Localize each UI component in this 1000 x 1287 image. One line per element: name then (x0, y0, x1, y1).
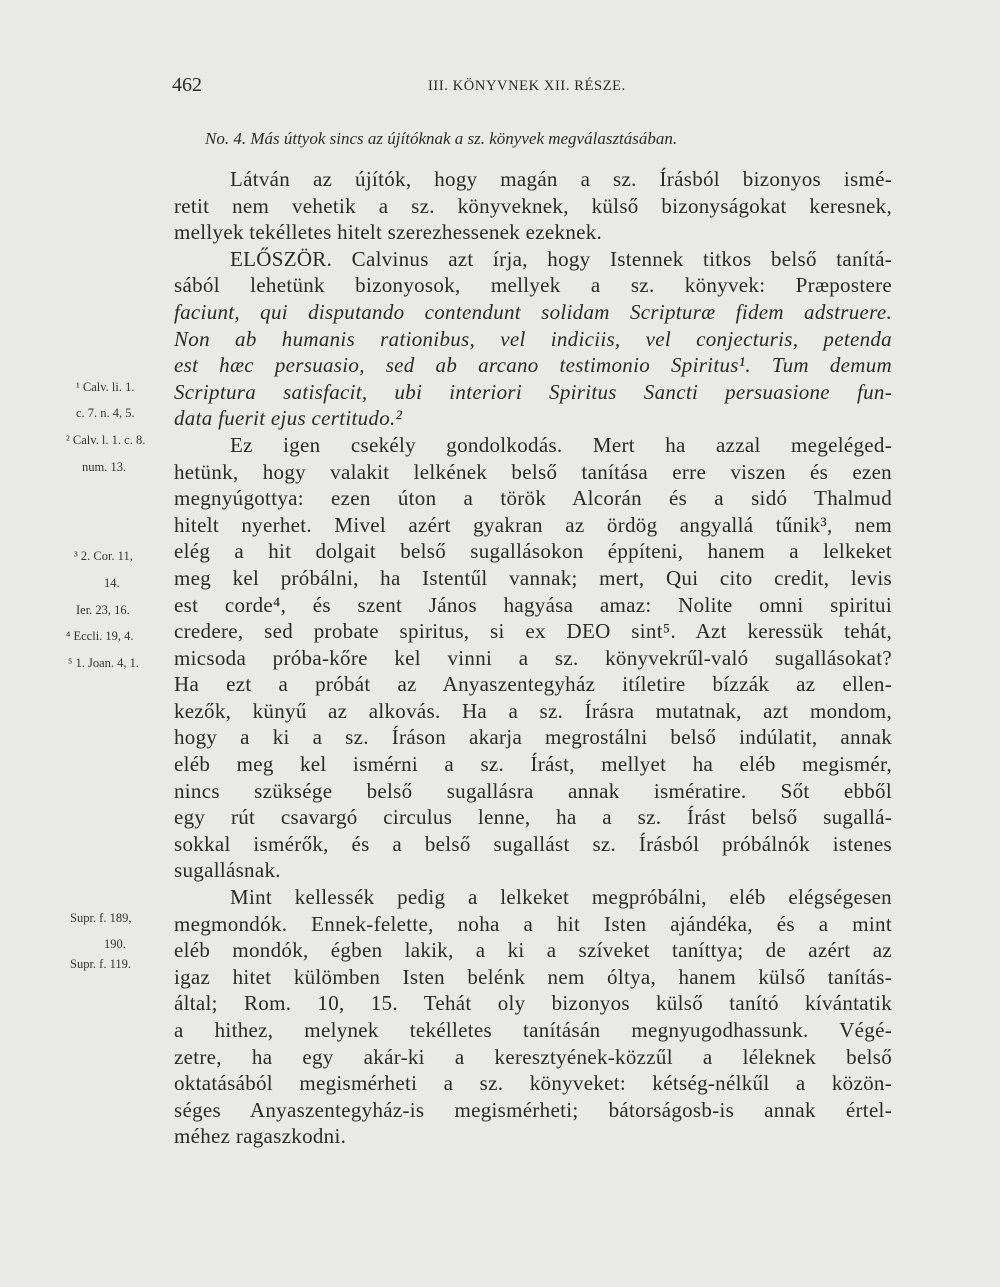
text-line: kezők, künyű az alkovás. Ha a sz. Írásra mutatnak, azt mondom, (174, 698, 892, 723)
text-line: egy rút csavargó circulus lenne, ha a sz. Írást belső sugallá- (174, 805, 892, 830)
text-line: megmondók. Ennek-felette, noha a hit Isten ajándéka, és a mint (174, 911, 892, 936)
text-line: mellyek tekélletes hitelt szerezhessenek ezeknek. (174, 220, 603, 245)
text-line: eléb meg kel ismérni a sz. Írást, mellyet ha eléb megismér, (174, 752, 892, 777)
text-line: sából lehetünk bizonyosok, mellyek a sz. könyvek: Præpostere (174, 273, 892, 298)
text-line: sokkal ismérők, és a belső sugallást sz. Írásból próbálnók istenes (174, 831, 892, 856)
text-line: sugallásnak. (174, 858, 281, 883)
margin-note: c. 7. n. 4, 5. (76, 406, 135, 420)
text-line: a hithez, melynek tekélletes tanításán megnyugodhassunk. Végé- (174, 1018, 892, 1042)
text-line: est hæc persuasio, sed ab arcano testimonio Spiritus¹. Tum demum (174, 353, 892, 378)
text-line: faciunt, qui disputando contendunt solidam Scripturæ fidem adstruere. (174, 299, 892, 324)
text-line: megnyúgottya: ezen úton a török Alcorán és a sidó Thalmud (174, 486, 892, 511)
margin-note: ⁴ Eccli. 19, 4. (66, 629, 134, 643)
text-line: Ez igen csekély gondolkodás. Mert ha azzal megeléged- (230, 432, 892, 457)
margin-note: ³ 2. Cor. 11, (74, 549, 133, 563)
text-line: hogy a ki a sz. Íráson akarja megrostálni belső indúlatit, annak (174, 725, 892, 750)
margin-note: Ier. 23, 16. (76, 603, 130, 617)
text-line: által; Rom. 10, 15. Tehát oly bizonyos külső tanító kívántatik (174, 991, 892, 1016)
text-line: ELŐSZÖR. Calvinus azt írja, hogy Istennek titkos belső tanítá- (230, 246, 892, 271)
text-line: hitelt nyerhet. Mivel azért gyakran az ördög angyallá tűnik³, nem (174, 512, 892, 537)
text-line: Non ab humanis rationibus, vel indiciis, vel conjecturis, petenda (174, 326, 892, 351)
text-line: Scriptura satisfacit, ubi interiori Spiritus Sancti persuasione fun- (174, 379, 892, 404)
margin-note: 190. (104, 937, 126, 951)
text-line: micsoda próba-kőre kel vinni a sz. könyvekrűl-való sugallásokat? (174, 645, 892, 670)
page-header (0, 74, 1000, 104)
text-line: credere, sed probate spiritus, si ex DEO sint⁵. Azt keressük tehát, (174, 619, 892, 644)
text-line: elég a hit dolgait belső sugallásokon éppíteni, hanem a lelkeket (174, 539, 892, 564)
text-line: retit nem vehetik a sz. könyveknek, külső bizonyságokat keresnek, (174, 193, 892, 218)
section-heading: No. 4. Más úttyok sincs az újítóknak a sz. könyvek megválasztásában. (205, 129, 678, 148)
text-line: Látván az újítók, hogy magán a sz. Írásból bizonyos ismé- (230, 167, 892, 191)
text-line: zetre, ha egy akár-ki a keresztyének-közzűl a léleknek belső (174, 1044, 892, 1069)
margin-note: Supr. f. 119. (70, 957, 131, 971)
margin-note: num. 13. (82, 460, 127, 474)
margin-note: ⁵ 1. Joan. 4, 1. (68, 656, 140, 670)
page-number: 462 (172, 74, 202, 96)
margin-note: ² Calv. l. 1. c. 8. (66, 433, 146, 447)
text-line: séges Anyaszentegyház-is megismérheti; bátorságosb-is annak értel- (174, 1097, 892, 1122)
text-line: Mint kellessék pedig a lelkeket megpróbálni, eléb elégségesen (230, 885, 892, 910)
text-line: hetünk, hogy valakit lelkének belső tanítása erre viszen és ezen (174, 459, 892, 484)
text-line: méhez ragaszkodni. (174, 1124, 347, 1149)
text-line: nincs szüksége belső sugallásra annak ismératire. Sőt ebből (174, 778, 892, 803)
text-line: meg kel próbálni, ha Istentűl vannak; mert, Qui cito credit, levis (174, 565, 892, 590)
text-line: Ha ezt a próbát az Anyaszentegyház itíletire bízzák az ellen- (174, 672, 892, 697)
text-line: data fuerit ejus certitudo.² (174, 406, 403, 431)
text-line: oktatásából megismérheti a sz. könyveket: kétség-nélkűl a közön- (174, 1071, 892, 1096)
margin-note: 14. (104, 576, 120, 590)
running-head: III. KÖNYVNEK XII. RÉSZE. (428, 78, 626, 94)
text-line: igaz hitet külömben Isten belénk nem óltya, hanem külső tanítás- (174, 964, 892, 989)
text-line: eléb mondók, égben lakik, a ki a szíveket taníttya; de azért az (174, 938, 892, 963)
body-text (174, 166, 892, 1150)
text-line: est corde⁴, és szent János hagyása amaz: Nolite omni spiritui (174, 592, 892, 617)
margin-note: Supr. f. 189, (70, 911, 132, 925)
margin-note: ¹ Calv. li. 1. (76, 380, 135, 394)
